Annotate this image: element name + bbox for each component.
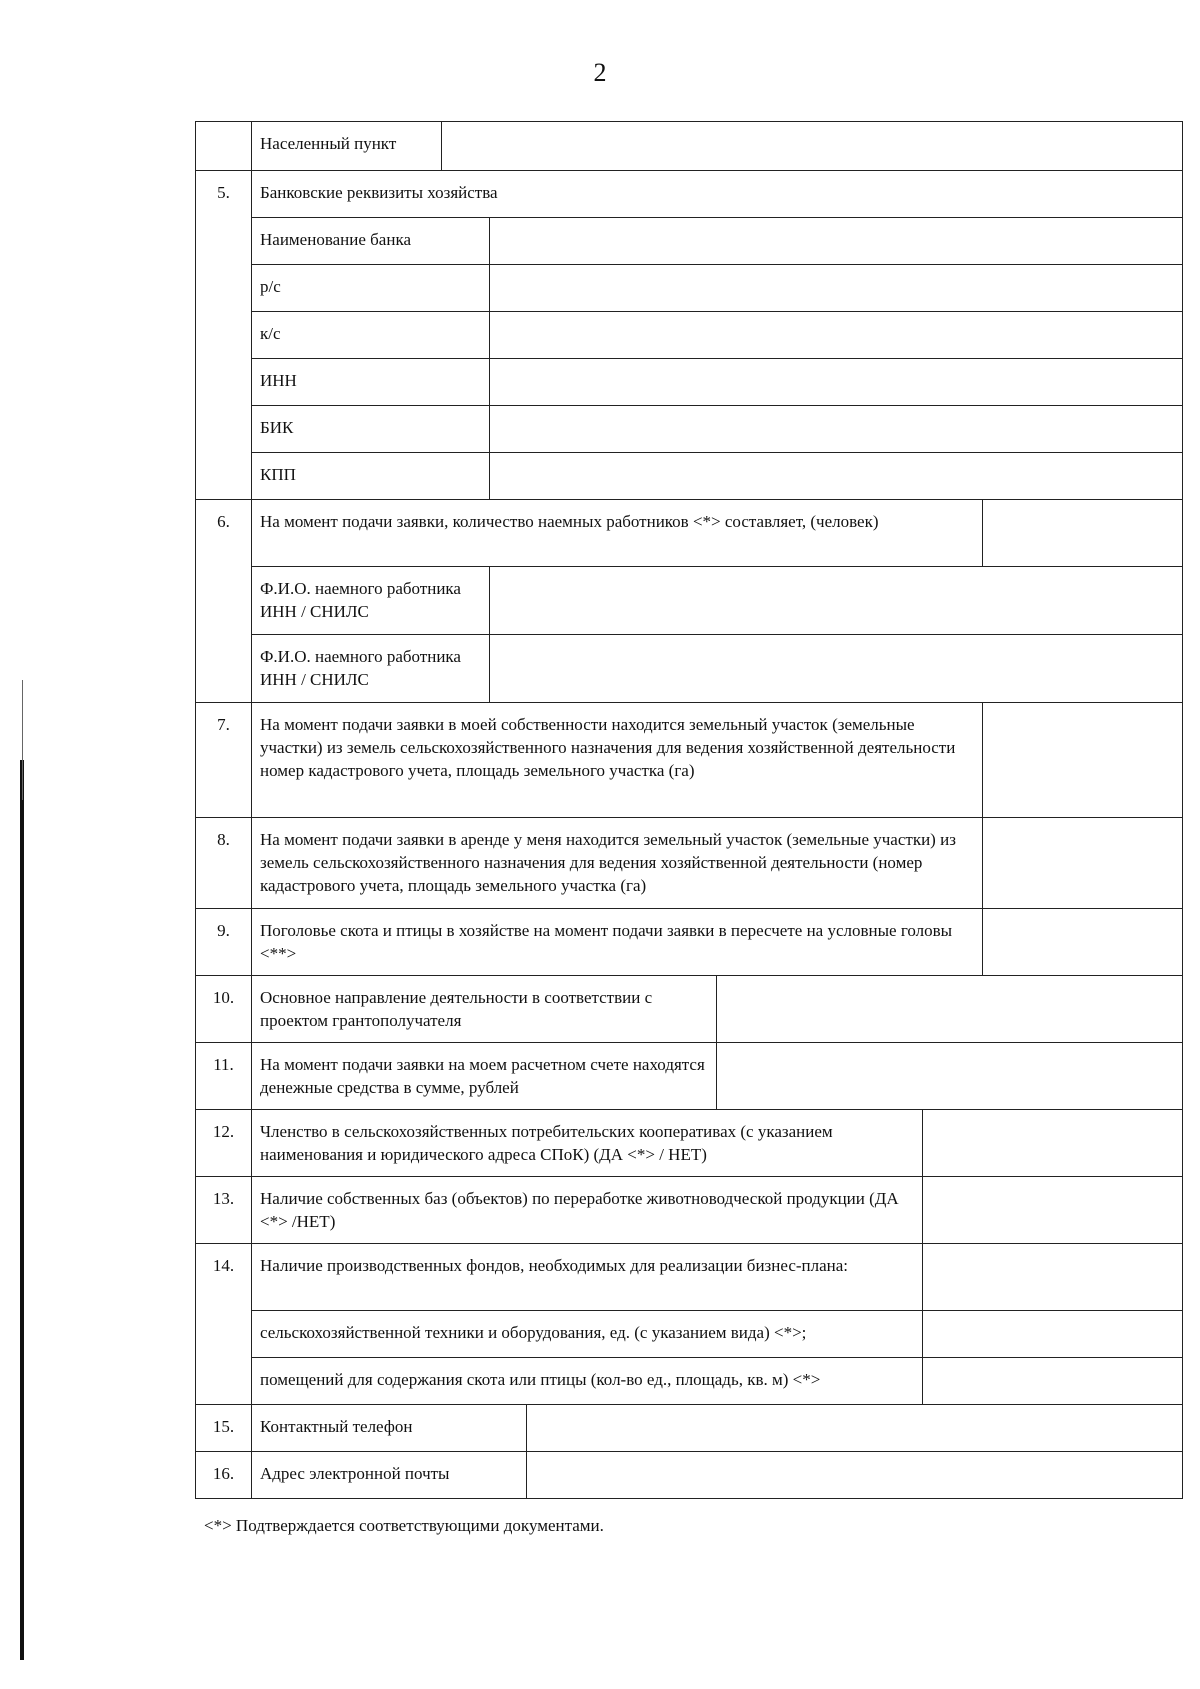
row-leased-land bbox=[196, 817, 1182, 908]
row-livestock bbox=[196, 908, 1182, 975]
application-form-table bbox=[195, 121, 1183, 1499]
field-settlement[interactable] bbox=[442, 122, 1182, 170]
field-processing-facilities[interactable] bbox=[923, 1177, 1182, 1243]
field-owned-land[interactable] bbox=[983, 703, 1182, 817]
field-production-assets[interactable] bbox=[923, 1244, 1182, 1310]
label-machinery: сельскохозяйственной техники и оборудования, ед. (с указанием вида) <*>; bbox=[252, 1311, 923, 1357]
field-employee-2[interactable] bbox=[490, 635, 1182, 702]
label-settlement: Населенный пункт bbox=[252, 122, 442, 170]
label-phone: Контактный телефон bbox=[252, 1405, 527, 1451]
field-employee-count[interactable] bbox=[983, 500, 1182, 566]
label-employee-1: Ф.И.О. наемного работника ИНН / СНИЛС bbox=[252, 567, 490, 634]
label-cooperative-membership: Членство в сельскохозяйственных потребительских кооперативах (с указанием наименования и юридического адреса СПоК) (ДА <*> / НЕТ) bbox=[252, 1110, 923, 1176]
field-bik[interactable] bbox=[490, 406, 1182, 452]
row-settlement bbox=[196, 122, 1182, 170]
row-main-activity bbox=[196, 975, 1182, 1042]
row-bank-details bbox=[196, 170, 1182, 499]
row-production-assets bbox=[196, 1243, 1182, 1404]
row-number: 12. bbox=[196, 1110, 252, 1176]
row-number: 10. bbox=[196, 976, 252, 1042]
field-cooperative-membership[interactable] bbox=[923, 1110, 1182, 1176]
label-correspondent-account: к/с bbox=[252, 312, 490, 358]
field-phone[interactable] bbox=[527, 1405, 1182, 1451]
footnote: <*> Подтверждается соответствующими документами. bbox=[204, 1516, 604, 1535]
row-cooperative-membership bbox=[196, 1109, 1182, 1176]
row-account-funds bbox=[196, 1042, 1182, 1109]
field-kpp[interactable] bbox=[490, 453, 1182, 499]
row-number: 6. bbox=[196, 500, 252, 702]
page-number: 2 bbox=[593, 58, 607, 87]
scan-margin-line bbox=[20, 760, 24, 1660]
row-number: 15. bbox=[196, 1405, 252, 1451]
field-correspondent-account[interactable] bbox=[490, 312, 1182, 358]
field-main-activity[interactable] bbox=[717, 976, 1182, 1042]
label-livestock: Поголовье скота и птицы в хозяйстве на момент подачи заявки в пересчете на условные головы <**> bbox=[252, 909, 983, 975]
row-owned-land bbox=[196, 702, 1182, 817]
label-production-assets: Наличие производственных фондов, необходимых для реализации бизнес-плана: bbox=[252, 1244, 923, 1310]
label-email: Адрес электронной почты bbox=[252, 1452, 527, 1498]
row-processing-facilities bbox=[196, 1176, 1182, 1243]
row-number: 8. bbox=[196, 818, 252, 908]
label-inn: ИНН bbox=[252, 359, 490, 405]
field-leased-land[interactable] bbox=[983, 818, 1182, 908]
label-premises: помещений для содержания скота или птицы (кол-во ед., площадь, кв. м) <*> bbox=[252, 1358, 923, 1404]
label-employee-count: На момент подачи заявки, количество наемных работников <*> составляет, (человек) bbox=[252, 500, 983, 566]
label-leased-land: На момент подачи заявки в аренде у меня находится земельный участок (земельные участки) из земель сельскохозяйственного назначения для ведения хозяйственной деятельности (номер кадастрового учета, площадь земельного участка (га) bbox=[252, 818, 983, 908]
label-settlement-account: р/с bbox=[252, 265, 490, 311]
label-processing-facilities: Наличие собственных баз (объектов) по переработке животноводческой продукции (ДА <*> /НЕТ) bbox=[252, 1177, 923, 1243]
row-number: 5. bbox=[196, 171, 252, 499]
row-phone bbox=[196, 1404, 1182, 1451]
field-livestock[interactable] bbox=[983, 909, 1182, 975]
label-bank-name: Наименование банка bbox=[252, 218, 490, 264]
field-inn[interactable] bbox=[490, 359, 1182, 405]
row-number: 11. bbox=[196, 1043, 252, 1109]
label-kpp: КПП bbox=[252, 453, 490, 499]
scan-margin-line-thin bbox=[22, 680, 23, 800]
label-owned-land: На момент подачи заявки в моей собственности находится земельный участок (земельные участки) из земель сельскохозяйственного назначения для ведения хозяйственной деятельности номер кадастрового учета, площадь земельного участка (га) bbox=[252, 703, 983, 817]
label-employee-2: Ф.И.О. наемного работника ИНН / СНИЛС bbox=[252, 635, 490, 702]
row-employees bbox=[196, 499, 1182, 702]
field-settlement-account[interactable] bbox=[490, 265, 1182, 311]
row-number: 13. bbox=[196, 1177, 252, 1243]
field-machinery[interactable] bbox=[923, 1311, 1182, 1357]
field-employee-1[interactable] bbox=[490, 567, 1182, 634]
field-account-funds[interactable] bbox=[717, 1043, 1182, 1109]
row-email bbox=[196, 1451, 1182, 1498]
label-bank-details: Банковские реквизиты хозяйства bbox=[260, 183, 498, 202]
row-number: 7. bbox=[196, 703, 252, 817]
field-email[interactable] bbox=[527, 1452, 1182, 1498]
row-number: 14. bbox=[196, 1244, 252, 1404]
row-number: 9. bbox=[196, 909, 252, 975]
field-bank-name[interactable] bbox=[490, 218, 1182, 264]
field-premises[interactable] bbox=[923, 1358, 1182, 1404]
label-main-activity: Основное направление деятельности в соответствии с проектом грантополучателя bbox=[252, 976, 717, 1042]
label-account-funds: На момент подачи заявки на моем расчетном счете находятся денежные средства в сумме, рублей bbox=[252, 1043, 717, 1109]
row-number: 16. bbox=[196, 1452, 252, 1498]
label-bik: БИК bbox=[252, 406, 490, 452]
row-number bbox=[196, 122, 252, 170]
